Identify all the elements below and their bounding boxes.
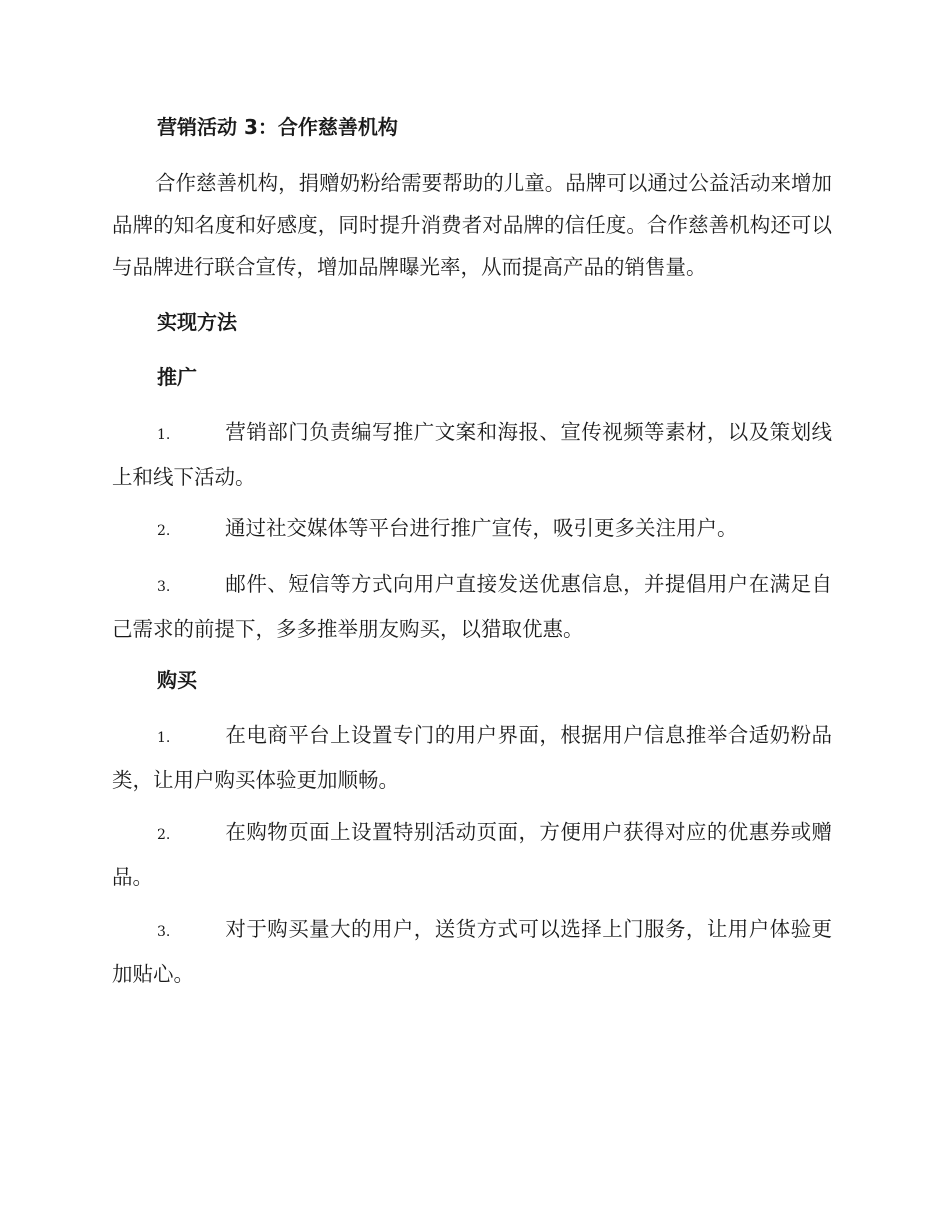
list-number: 1. [157,427,171,443]
list-number: 1. [157,730,171,746]
list-item-text: 营销部门负责编写推广文案和海报、宣传视频等素材，以及策划线上和线下活动。 [112,420,832,489]
purchase-heading: 购买 [157,668,197,692]
list-number: 3. [157,924,171,940]
section-title: 营销活动 3：合作慈善机构 [157,115,398,139]
method-heading: 实现方法 [157,310,237,334]
purchase-item-3 [112,908,832,995]
list-item-text: 对于购买量大的用户，送货方式可以选择上门服务，让用户体验更加贴心。 [112,917,832,986]
promotion-item-1 [112,411,832,498]
list-number: 2. [157,827,171,843]
list-item-text: 邮件、短信等方式向用户直接发送优惠信息，并提倡用户在满足自己需求的前提下，多多推举朋友购买，以猎取优惠。 [112,572,832,641]
intro-text: 合作慈善机构，捐赠奶粉给需要帮助的儿童。品牌可以通过公益活动来增加品牌的知名度和好感度，同时提升消费者对品牌的信任度。合作慈善机构还可以与品牌进行联合宣传，增加品牌曝光率，从而提高产品的销售量。 [112,171,832,279]
purchase-item-1 [112,714,832,801]
list-item-text: 在电商平台上设置专门的用户界面，根据用户信息推举合适奶粉品类，让用户购买体验更加顺畅。 [112,723,832,792]
promotion-heading: 推广 [157,365,197,389]
list-item-text: 通过社交媒体等平台进行推广宣传，吸引更多关注用户。 [225,516,738,540]
intro-paragraph [112,162,832,288]
list-number: 3. [157,579,171,595]
promotion-item-3 [112,563,832,650]
purchase-item-2 [112,811,832,898]
promotion-item-2 [112,507,832,552]
list-item-text: 在购物页面上设置特别活动页面，方便用户获得对应的优惠券或赠品。 [112,820,832,889]
list-number: 2. [157,523,171,539]
